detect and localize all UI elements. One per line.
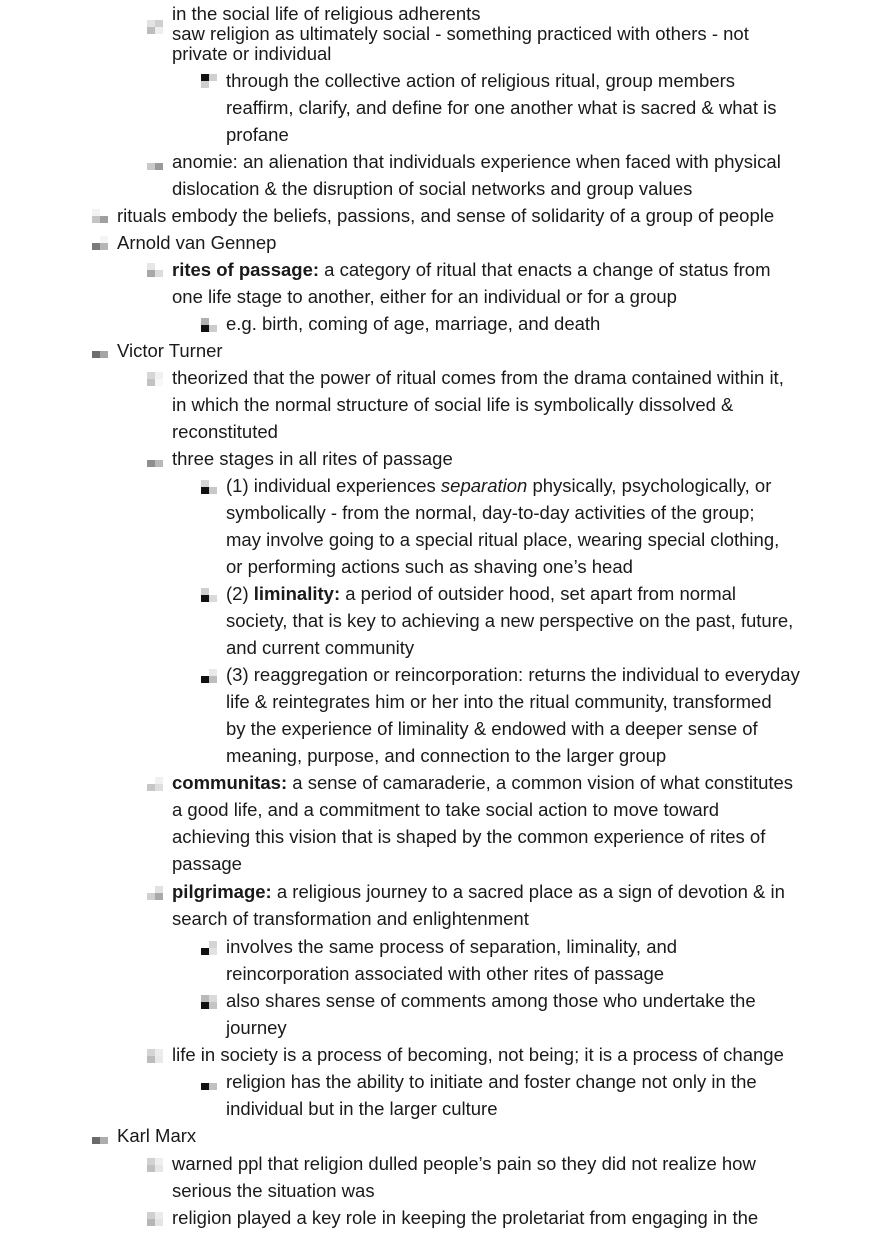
note-line — [226, 472, 771, 499]
note-heading: Karl Marx — [117, 1125, 197, 1146]
note-line: in which the normal structure of social life is symbolically dissolved & — [172, 394, 734, 415]
pixel-bullet-icon — [147, 1212, 163, 1226]
note-line: theorized that the power of ritual comes from the drama contained within it, — [172, 367, 784, 388]
text-run: (1) individual experiences — [226, 475, 441, 496]
note-line: saw religion as ultimately social - something practiced with others - not — [172, 23, 749, 44]
pixel-bullet-icon — [201, 318, 217, 332]
note-heading: Victor Turner — [117, 340, 223, 361]
note-line: also shares sense of comments among those who undertake the — [226, 990, 756, 1011]
term-definition: a category of ritual that enacts a change of status from — [319, 259, 771, 280]
pixel-bullet-icon — [147, 1049, 163, 1063]
pixel-bullet-icon — [92, 236, 108, 250]
note-line: one life stage to another, either for an individual or for a group — [172, 286, 677, 307]
note-line: serious the situation was — [172, 1180, 375, 1201]
term-label: communitas: — [172, 772, 288, 793]
note-line: dislocation & the disruption of social networks and group values — [172, 178, 693, 199]
pixel-bullet-icon — [147, 453, 163, 467]
note-line: symbolically - from the normal, day-to-day activities of the group; — [226, 502, 755, 523]
note-line: through the collective action of religious ritual, group members — [226, 70, 736, 91]
term-label: liminality: — [253, 583, 341, 604]
pixel-bullet-icon — [147, 20, 163, 34]
note-line: a good life, and a commitment to take social action to move toward — [172, 799, 720, 820]
pixel-bullet-icon — [201, 74, 217, 88]
pixel-bullet-icon — [92, 1130, 108, 1144]
note-line: may involve going to a special ritual place, wearing special clothing, — [226, 529, 780, 550]
note-line: reconstituted — [172, 421, 278, 442]
text-run: physically, psychologically, or — [527, 475, 772, 496]
term-label: rites of passage: — [172, 259, 320, 280]
note-line: three stages in all rites of passage — [172, 448, 453, 469]
note-line — [172, 769, 793, 796]
note-line — [226, 580, 736, 607]
pixel-bullet-icon — [201, 1076, 217, 1090]
note-line: passage — [172, 853, 242, 874]
note-line: meaning, purpose, and connection to the larger group — [226, 745, 667, 766]
note-line: achieving this vision that is shaped by the common experience of rites of — [172, 826, 766, 847]
pixel-bullet-icon — [201, 588, 217, 602]
pixel-bullet-icon — [201, 480, 217, 494]
note-line: e.g. birth, coming of age, marriage, and death — [226, 313, 601, 334]
emphasis-term: separation — [440, 475, 528, 496]
note-line: search of transformation and enlightenment — [172, 908, 529, 929]
note-line: religion has the ability to initiate and foster change not only in the — [226, 1071, 757, 1092]
note-line: society, that is key to achieving a new perspective on the past, future, — [226, 610, 794, 631]
pixel-bullet-icon — [92, 344, 108, 358]
pixel-bullet-icon — [147, 372, 163, 386]
note-line: and current community — [226, 637, 415, 658]
pixel-bullet-icon — [147, 1158, 163, 1172]
text-run: (2) — [226, 583, 254, 604]
note-line: warned ppl that religion dulled people’s pain so they did not realize how — [172, 1153, 756, 1174]
pixel-bullet-icon — [147, 263, 163, 277]
pixel-bullet-icon — [201, 669, 217, 683]
note-line — [172, 878, 785, 905]
note-line: (3) reaggregation or reincorporation: returns the individual to everyday — [226, 664, 800, 685]
note-line — [172, 256, 770, 283]
term-definition: a sense of camaraderie, a common vision of what constitutes — [287, 772, 794, 793]
term-label: pilgrimage: — [172, 881, 272, 902]
pixel-bullet-icon — [92, 209, 108, 223]
note-heading: Arnold van Gennep — [117, 232, 277, 253]
pixel-bullet-icon — [201, 995, 217, 1009]
note-line: reaffirm, clarify, and define for one another what is sacred & what is — [226, 97, 777, 118]
note-line: profane — [226, 124, 289, 145]
note-line: religion played a key role in keeping the proletariat from engaging in the — [172, 1207, 759, 1228]
note-line: or performing actions such as shaving one’s head — [226, 556, 633, 577]
note-line: rituals embody the beliefs, passions, and sense of solidarity of a group of people — [117, 205, 775, 226]
pixel-bullet-icon — [147, 777, 163, 791]
note-line: in the social life of religious adherents — [172, 3, 481, 24]
pixel-bullet-icon — [147, 886, 163, 900]
term-definition: a religious journey to a sacred place as a sign of devotion & in — [271, 881, 785, 902]
note-line: life & reintegrates him or her into the ritual community, transformed — [226, 691, 772, 712]
pixel-bullet-icon — [147, 156, 163, 170]
note-line: individual but in the larger culture — [226, 1098, 498, 1119]
note-line: by the experience of liminality & endowed with a deeper sense of — [226, 718, 758, 739]
note-line: involves the same process of separation, liminality, and — [226, 936, 678, 957]
term-definition: a period of outsider hood, set apart from normal — [340, 583, 737, 604]
pixel-bullet-icon — [201, 941, 217, 955]
note-line: life in society is a process of becoming, not being; it is a process of change — [172, 1044, 784, 1065]
note-line: anomie: an alienation that individuals experience when faced with physical — [172, 151, 781, 172]
note-line: journey — [226, 1017, 287, 1038]
note-line: private or individual — [172, 43, 332, 64]
note-line: reincorporation associated with other rites of passage — [226, 963, 665, 984]
